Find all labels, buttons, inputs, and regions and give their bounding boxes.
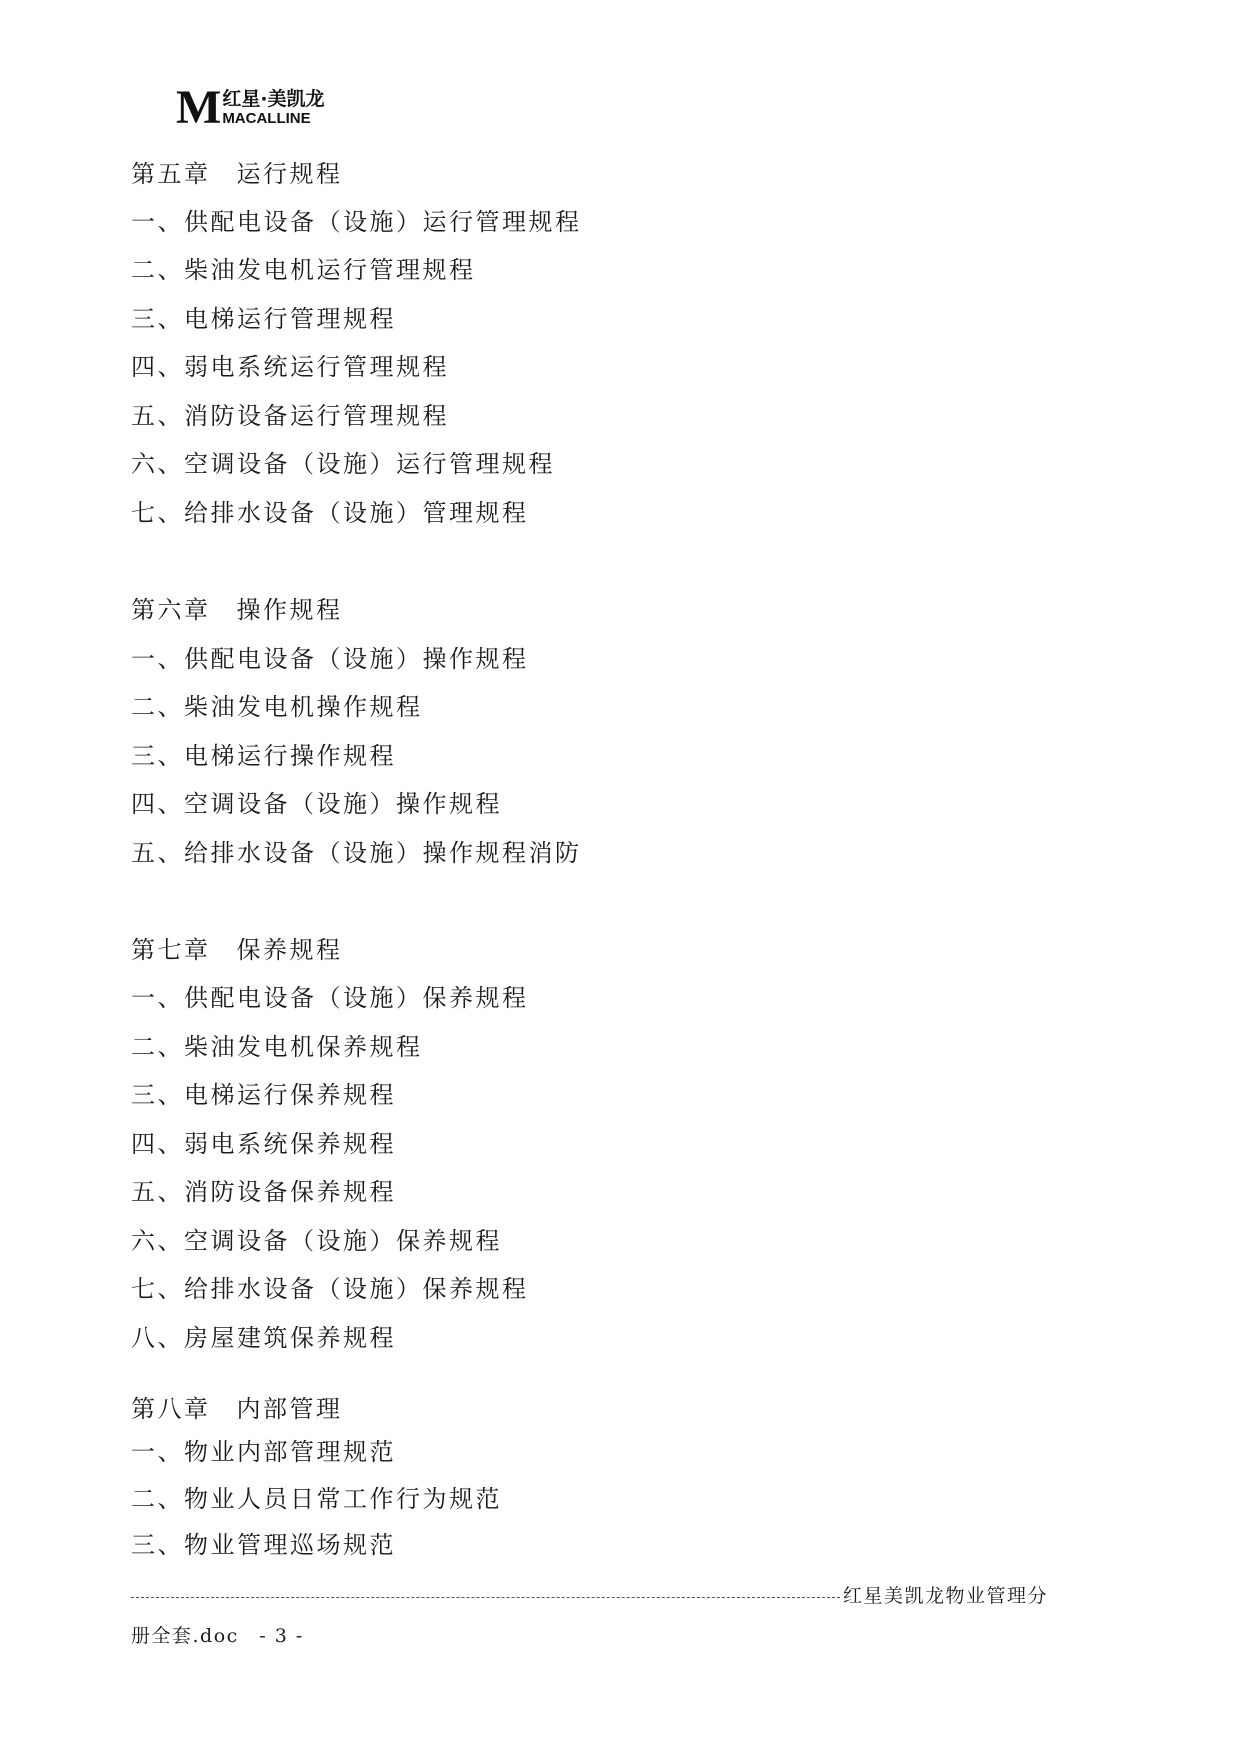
chapter-title: 操作规程 bbox=[236, 596, 343, 624]
toc-item: 五、消防设备运行管理规程 bbox=[131, 402, 449, 430]
toc-item: 三、电梯运行保养规程 bbox=[131, 1081, 396, 1109]
toc-item: 四、空调设备（设施）操作规程 bbox=[131, 790, 502, 818]
toc-item: 六、空调设备（设施）运行管理规程 bbox=[131, 450, 555, 478]
toc-item: 一、供配电设备（设施）运行管理规程 bbox=[131, 208, 582, 236]
chapter-heading bbox=[131, 595, 343, 625]
toc-item: 六、空调设备（设施）保养规程 bbox=[131, 1227, 502, 1255]
company-logo bbox=[176, 81, 325, 134]
logo-english-name: MACALLINE bbox=[222, 110, 311, 127]
chapter-heading bbox=[131, 1394, 343, 1424]
logo-wordmark bbox=[222, 90, 324, 126]
chapter-number: 第七章 bbox=[131, 936, 211, 964]
toc-item: 一、物业内部管理规范 bbox=[131, 1438, 396, 1466]
toc-item: 四、弱电系统保养规程 bbox=[131, 1130, 396, 1158]
footer-document-title: 红星美凯龙物业管理分 bbox=[843, 1585, 1049, 1607]
logo-chinese-name: 红星·美凯龙 bbox=[222, 88, 325, 110]
chapter-title: 保养规程 bbox=[236, 936, 343, 964]
chapter-number: 第六章 bbox=[131, 596, 211, 624]
toc-item: 一、供配电设备（设施）保养规程 bbox=[131, 984, 529, 1012]
chapter-heading bbox=[131, 159, 343, 189]
toc-item: 七、给排水设备（设施）管理规程 bbox=[131, 499, 529, 527]
toc-item: 二、柴油发电机操作规程 bbox=[131, 693, 423, 721]
chapter-number: 第八章 bbox=[131, 1395, 211, 1423]
chapter-number: 第五章 bbox=[131, 160, 211, 188]
toc-item: 五、消防设备保养规程 bbox=[131, 1178, 396, 1206]
footer-divider bbox=[131, 1597, 840, 1598]
chapter-heading bbox=[131, 935, 343, 965]
toc-item: 二、柴油发电机保养规程 bbox=[131, 1033, 423, 1061]
toc-item: 七、给排水设备（设施）保养规程 bbox=[131, 1275, 529, 1303]
toc-item: 五、给排水设备（设施）操作规程消防 bbox=[131, 839, 582, 867]
toc-item: 八、房屋建筑保养规程 bbox=[131, 1324, 396, 1352]
toc-item: 三、电梯运行管理规程 bbox=[131, 305, 396, 333]
logo-mark: M bbox=[176, 81, 221, 134]
footer-filename-page: 册全套.doc - 3 - bbox=[131, 1625, 304, 1647]
toc-item: 二、物业人员日常工作行为规范 bbox=[131, 1485, 502, 1513]
toc-item: 三、电梯运行操作规程 bbox=[131, 742, 396, 770]
toc-item: 一、供配电设备（设施）操作规程 bbox=[131, 645, 529, 673]
toc-item: 四、弱电系统运行管理规程 bbox=[131, 353, 449, 381]
chapter-title: 内部管理 bbox=[236, 1395, 343, 1423]
toc-item: 二、柴油发电机运行管理规程 bbox=[131, 256, 476, 284]
chapter-title: 运行规程 bbox=[236, 160, 343, 188]
toc-item: 三、物业管理巡场规范 bbox=[131, 1531, 396, 1559]
